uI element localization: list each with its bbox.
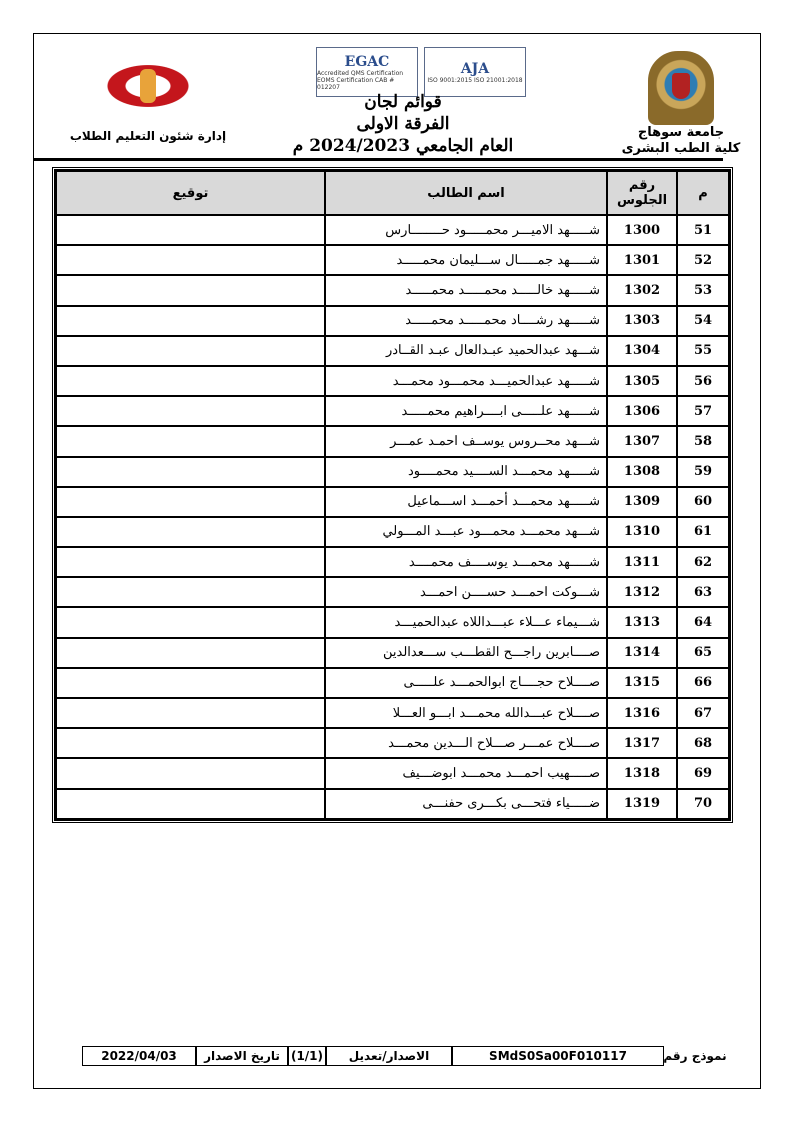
table-row	[56, 577, 729, 607]
cell-student-name: صــــلاح حجــــاج ابوالحمـــد علـــــى	[325, 668, 607, 698]
cell-seat-number: 1319	[607, 789, 677, 819]
cell-serial: 57	[677, 396, 729, 426]
cell-serial: 65	[677, 638, 729, 668]
table-row	[56, 638, 729, 668]
table-row	[56, 607, 729, 637]
cell-serial: 68	[677, 728, 729, 758]
cell-serial: 61	[677, 517, 729, 547]
table-row	[56, 336, 729, 366]
header-signature: توقيع	[56, 171, 325, 215]
form-number-label: نموذج رقم	[663, 1049, 727, 1063]
cell-signature[interactable]	[56, 517, 325, 547]
cell-signature[interactable]	[56, 789, 325, 819]
header-divider	[33, 158, 723, 161]
cell-serial: 69	[677, 758, 729, 788]
cell-student-name: شـــهد عبدالحميد عبـدالعال عبـد القــادر	[325, 336, 607, 366]
table-row	[56, 457, 729, 487]
cell-seat-number: 1306	[607, 396, 677, 426]
cell-student-name: شـــوكت احمـــد حســــن احمـــد	[325, 577, 607, 607]
header-student-name: اسم الطالب	[325, 171, 607, 215]
cell-serial: 58	[677, 426, 729, 456]
cell-signature[interactable]	[56, 758, 325, 788]
aja-mark: AJA	[460, 60, 490, 77]
cell-seat-number: 1316	[607, 698, 677, 728]
table-row	[56, 668, 729, 698]
certification-logos	[316, 47, 526, 97]
cell-student-name: شـــــهد رشــــاد محمـــــد محمـــــد	[325, 306, 607, 336]
table-row	[56, 517, 729, 547]
cell-seat-number: 1313	[607, 607, 677, 637]
cell-serial: 62	[677, 547, 729, 577]
cell-serial: 67	[677, 698, 729, 728]
egac-text: Accredited QMS Certification EOMS Certification CAB # 012207	[317, 69, 404, 91]
cell-signature[interactable]	[56, 547, 325, 577]
table-row	[56, 306, 729, 336]
table-header-row	[56, 171, 729, 215]
cell-seat-number: 1311	[607, 547, 677, 577]
cell-seat-number: 1303	[607, 306, 677, 336]
admin-unit-name: إدارة شئون التعليم الطلاب	[69, 129, 227, 143]
table-row	[56, 245, 729, 275]
cell-signature[interactable]	[56, 668, 325, 698]
table-row	[56, 698, 729, 728]
cell-student-name: شـــــهد الاميـــر محمـــــود حــــــــارس	[325, 215, 607, 245]
cell-signature[interactable]	[56, 215, 325, 245]
student-roster-table	[54, 169, 731, 821]
cell-serial: 51	[677, 215, 729, 245]
egac-certification-logo	[316, 47, 418, 97]
cell-signature[interactable]	[56, 275, 325, 305]
table-row	[56, 728, 729, 758]
table-row	[56, 366, 729, 396]
form-footer	[82, 1046, 726, 1066]
issue-date-label: تاريخ الاصدار	[196, 1046, 288, 1066]
cell-student-name: ضـــــياء فتحـــى بكـــرى حفنـــى	[325, 789, 607, 819]
cell-serial: 56	[677, 366, 729, 396]
cell-signature[interactable]	[56, 366, 325, 396]
cell-student-name: شـــيماء عـــلاء عبـــداللاه عبدالحميـــد	[325, 607, 607, 637]
cell-signature[interactable]	[56, 336, 325, 366]
cell-serial: 60	[677, 487, 729, 517]
cell-signature[interactable]	[56, 306, 325, 336]
cell-serial: 55	[677, 336, 729, 366]
egac-mark: EGAC	[344, 53, 390, 70]
university-logo	[648, 51, 714, 125]
cell-serial: 52	[677, 245, 729, 275]
cell-serial: 66	[677, 668, 729, 698]
header-serial: م	[677, 171, 729, 215]
cell-student-name: شـــــهد خالـــــد محمـــــد محمـــــد	[325, 275, 607, 305]
cell-seat-number: 1315	[607, 668, 677, 698]
title-committee-lists: قوائم لجان	[364, 92, 442, 112]
cell-serial: 64	[677, 607, 729, 637]
page-header	[33, 33, 761, 168]
header-seat-number: رقم الجلوس	[607, 171, 677, 215]
cell-student-name: شـــهد محمـــد محمـــود عبـــد المـــولي	[325, 517, 607, 547]
cell-student-name: صــــلاح عمـــر صـــلاح الـــدين محمـــد	[325, 728, 607, 758]
cell-seat-number: 1304	[607, 336, 677, 366]
student-affairs-logo	[88, 55, 208, 117]
issue-date: 2022/04/03	[82, 1046, 196, 1066]
cell-seat-number: 1301	[607, 245, 677, 275]
cell-seat-number: 1307	[607, 426, 677, 456]
cell-student-name: شـــــهد عبدالحميـــد محمـــود محمـــد	[325, 366, 607, 396]
cell-signature[interactable]	[56, 487, 325, 517]
faculty-name: كلية الطب البشرى	[621, 141, 741, 156]
form-code: SMdS0Sa00F010117	[452, 1046, 664, 1066]
cell-student-name: صــــلاح عبـــدالله محمـــد ابـــو العـــلا	[325, 698, 607, 728]
cell-student-name: صـــــهيب احمـــد محمـــد ابوضـــيف	[325, 758, 607, 788]
table-row	[56, 547, 729, 577]
cell-student-name: شـــــهد جمـــــال ســـليمان محمـــــد	[325, 245, 607, 275]
cell-seat-number: 1310	[607, 517, 677, 547]
cell-seat-number: 1308	[607, 457, 677, 487]
roster-body	[56, 215, 729, 819]
cell-serial: 59	[677, 457, 729, 487]
title-first-year: الفرقة الاولى	[356, 114, 450, 134]
cell-signature[interactable]	[56, 607, 325, 637]
cell-signature[interactable]	[56, 577, 325, 607]
cell-student-name: صــــابرين راجـــح القطـــب ســـعدالدين	[325, 638, 607, 668]
cell-seat-number: 1312	[607, 577, 677, 607]
cell-student-name: شـــــهد محمـــد أحمـــد اســـماعيل	[325, 487, 607, 517]
cell-student-name: شـــــهد محمـــد الســــيد محمــــود	[325, 457, 607, 487]
cell-signature[interactable]	[56, 638, 325, 668]
cell-signature[interactable]	[56, 426, 325, 456]
table-row	[56, 789, 729, 819]
cell-seat-number: 1300	[607, 215, 677, 245]
cell-signature[interactable]	[56, 457, 325, 487]
cell-signature[interactable]	[56, 396, 325, 426]
cell-seat-number: 1302	[607, 275, 677, 305]
cell-serial: 63	[677, 577, 729, 607]
table-row	[56, 758, 729, 788]
table-row	[56, 426, 729, 456]
cell-serial: 53	[677, 275, 729, 305]
table-row	[56, 215, 729, 245]
university-block	[621, 51, 741, 157]
cell-signature[interactable]	[56, 728, 325, 758]
revision-label: الاصدار/تعديل	[326, 1046, 452, 1066]
cell-serial: 70	[677, 789, 729, 819]
cell-student-name: شـــــهد علـــــى ابــــراهيم محمـــــد	[325, 396, 607, 426]
title-academic-year: العام الجامعي 2024/2023 م	[292, 136, 514, 156]
cell-seat-number: 1309	[607, 487, 677, 517]
table-row	[56, 275, 729, 305]
cell-seat-number: 1305	[607, 366, 677, 396]
table-row	[56, 396, 729, 426]
cell-seat-number: 1317	[607, 728, 677, 758]
aja-text: ISO 9001:2015 ISO 21001:2018	[427, 76, 523, 84]
cell-serial: 54	[677, 306, 729, 336]
revision-value: (1/1)	[288, 1046, 326, 1066]
cell-student-name: شـــــهد محمـــد يوســــف محمــــد	[325, 547, 607, 577]
document-titles	[253, 91, 553, 157]
cell-signature[interactable]	[56, 245, 325, 275]
admin-unit-block	[63, 55, 233, 143]
aja-certification-logo	[424, 47, 526, 97]
cell-signature[interactable]	[56, 698, 325, 728]
cell-seat-number: 1318	[607, 758, 677, 788]
university-name: جامعة سوهاج	[637, 125, 725, 140]
cell-seat-number: 1314	[607, 638, 677, 668]
table-row	[56, 487, 729, 517]
cell-student-name: شـــهد محــروس يوســف احمـد عمـــر	[325, 426, 607, 456]
